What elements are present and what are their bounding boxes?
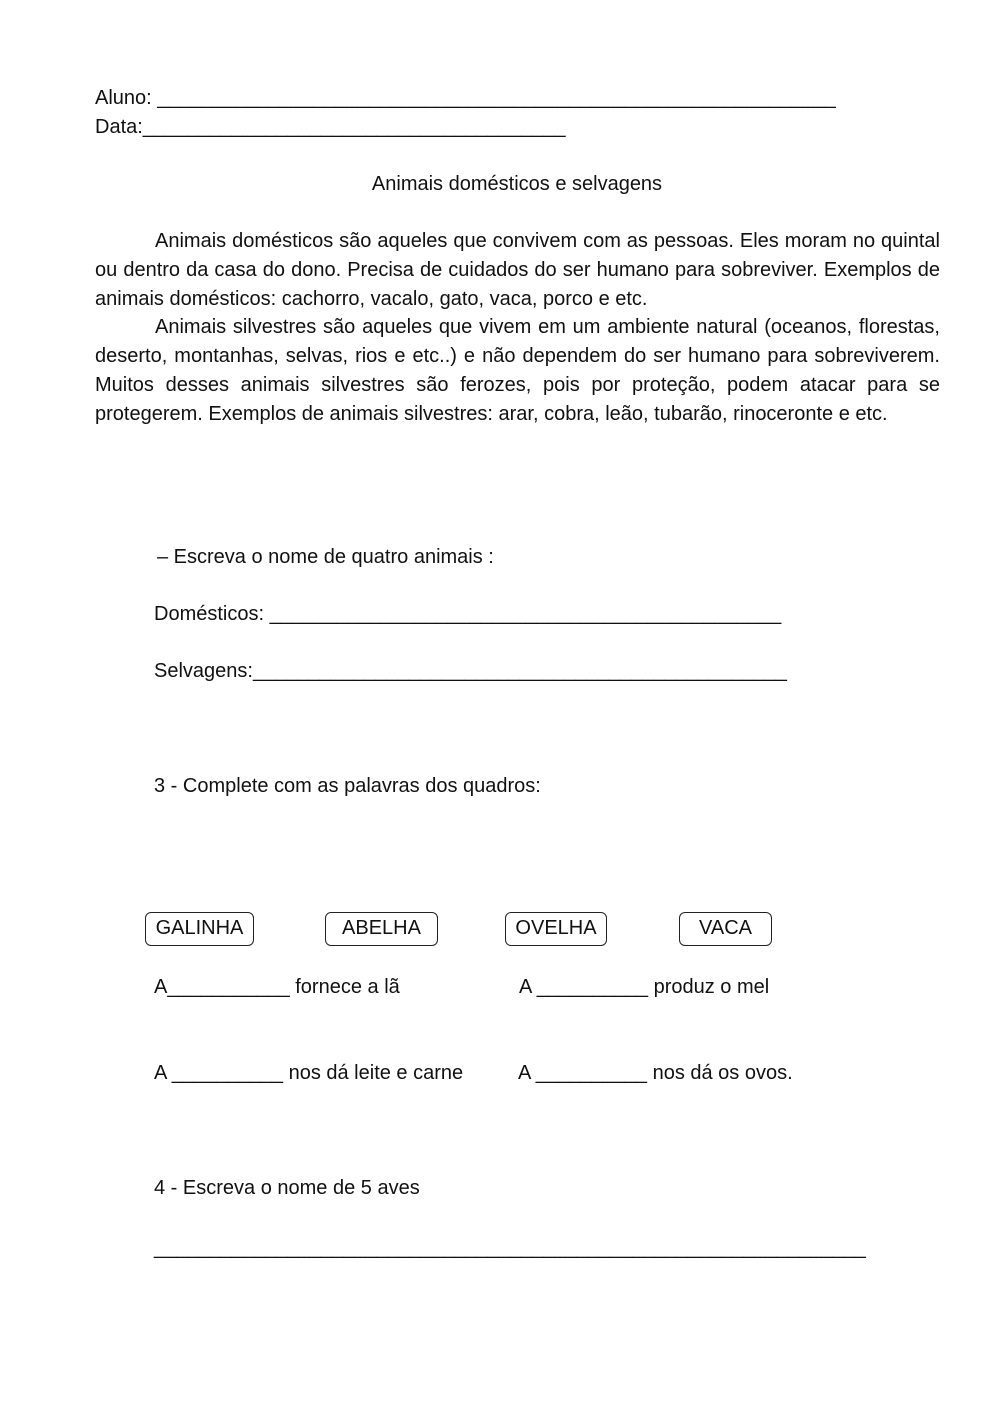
question2-prompt: – Escreva o nome de quatro animais : xyxy=(157,546,494,568)
word-box-abelha xyxy=(325,912,438,946)
selvagens-answer-line: Selvagens:________________________________________________ xyxy=(154,660,787,682)
domesticos-answer-line: Domésticos: ______________________________________________ xyxy=(154,603,782,625)
sentence-milk-meat: A __________ nos dá leite e carne xyxy=(154,1062,464,1084)
word-box-vaca xyxy=(679,912,772,946)
page-title: Animais domésticos e selvagens xyxy=(371,173,663,195)
sentence-eggs: A __________ nos dá os ovos. xyxy=(518,1062,793,1084)
student-name-line: Aluno: _____________________________________________________________ xyxy=(95,87,836,109)
word-box-galinha xyxy=(145,912,254,946)
paragraph-domestic: Animais domésticos são aqueles que convivem com as pessoas. Eles moram no quintal ou dentro da casa do dono. Precisa de cuidados do ser humano para sobreviver. Exemplos de animais domésticos: cachorro, vacalo, gato, vaca, porco e etc. xyxy=(95,230,940,310)
question3-prompt: 3 - Complete com as palavras dos quadros: xyxy=(154,775,541,797)
word-box-ovelha xyxy=(505,912,607,946)
word-box-label: ABELHA xyxy=(342,917,421,939)
question4-prompt: 4 - Escreva o nome de 5 aves xyxy=(154,1177,420,1199)
date-line: Data:______________________________________ xyxy=(95,116,566,138)
word-box-label: GALINHA xyxy=(155,917,244,939)
birds-answer-line: ________________________________________________________________ xyxy=(154,1237,866,1259)
sentence-wool: A___________ fornece a lã xyxy=(154,976,400,998)
word-box-label: VACA xyxy=(699,917,752,939)
word-box-label: OVELHA xyxy=(515,917,597,939)
paragraph-wild: Animais silvestres são aqueles que vivem em um ambiente natural (oceanos, florestas, deserto, montanhas, selvas, rios e etc..) e não dependem do ser humano para sobreviverem. Muitos desses animais silvestres são ferozes, pois por proteção, podem atacar para se protegerem. Exemplos de animais silvestres: arar, cobra, leão, tubarão, rinoceronte e etc. xyxy=(95,316,940,425)
sentence-honey: A __________ produz o mel xyxy=(519,976,770,998)
